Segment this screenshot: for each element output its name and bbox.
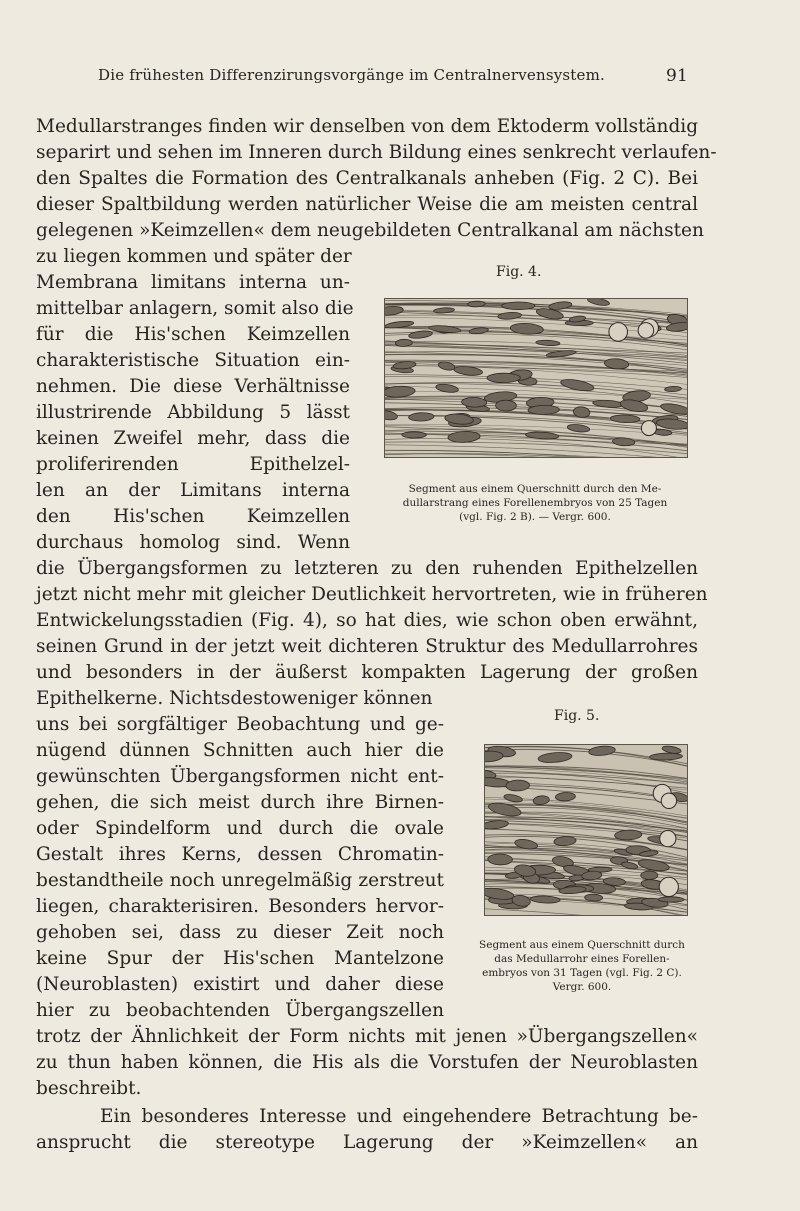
text-line: uns bei sorgfältiger Beobachtung und ge- [36, 714, 444, 735]
cell-nucleus [487, 373, 520, 383]
cell-nucleus [548, 301, 572, 311]
figure-4-image [384, 298, 688, 458]
cell-nucleus [510, 322, 544, 335]
cell-nucleus [402, 432, 427, 439]
dividing-cell [638, 323, 654, 339]
cell-nucleus [658, 897, 684, 903]
caption-line: Vergr. 600. [552, 981, 612, 993]
text-line: Medullarstranges finden wir denselben von dem Ektoderm vollständig [36, 116, 699, 137]
text-line: Entwickelungsstadien (Fig. 4), so hat dies, wie schon oben erwähnt, [36, 610, 698, 631]
cell-nucleus [530, 895, 560, 903]
figure-5-caption [462, 938, 702, 994]
running-title: Die frühesten Differenzirungsvorgänge im Centralnervensystem. [98, 66, 605, 84]
cell-nucleus [592, 399, 623, 408]
text-line: illustrirende Abbildung 5 lässt [36, 402, 350, 423]
dividing-cell [641, 421, 656, 436]
text-line: zu thun haben können, die His als die Vorstufen der Neuroblasten [36, 1052, 698, 1073]
text-line: jetzt nicht mehr mit gleicher Deutlichkeit hervortreten, wie in früheren [36, 584, 708, 605]
cell-nucleus [467, 301, 485, 307]
figure-4-caption [372, 482, 698, 524]
text-line: beschreibt. [36, 1078, 142, 1099]
cell-nucleus [408, 330, 432, 340]
figure-4-illustration [385, 299, 687, 457]
text-line: charakteristische Situation ein- [36, 350, 350, 371]
cell-nucleus [502, 302, 535, 310]
cell-nucleus [485, 819, 509, 830]
figure-4-label: Fig. 4. [496, 264, 542, 280]
text-line: ansprucht die stereotype Lagerung der »Keimzellen« an [36, 1132, 698, 1153]
cell-nucleus [448, 431, 481, 443]
text-line: len an der Limitans interna [36, 480, 350, 501]
cell-nucleus [435, 383, 459, 394]
text-line: die Übergangsformen zu letzteren zu den ruhenden Epithelzellen [36, 558, 698, 579]
text-line: oder Spindelform und durch die ovale [36, 818, 444, 839]
cell-nucleus [497, 312, 521, 320]
text-line: nügend dünnen Schnitten auch hier die [36, 740, 444, 761]
caption-line: dullarstrang eines Forellenembryos von 25 Tagen [402, 497, 668, 509]
cell-nucleus [536, 340, 560, 347]
caption-line: embryos von 31 Tagen (vgl. Fig. 2 C). [482, 967, 682, 979]
text-line: Gestalt ihres Kerns, dessen Chromatin- [36, 844, 444, 865]
cell-nucleus [641, 871, 658, 879]
text-line: und besonders in der äußerst kompakten Lagerung der großen [36, 662, 698, 683]
cell-nucleus [528, 405, 560, 415]
cell-nucleus [555, 792, 575, 801]
cell-nucleus [664, 386, 681, 392]
text-line: mittelbar anlagern, somit also die [36, 298, 354, 319]
caption-line: das Medullarrohr eines Forellen- [494, 953, 670, 965]
text-line: seinen Grund in der jetzt weit dichteren Struktur des Medullarrohres [36, 636, 698, 657]
text-line: (Neuroblasten) existirt und daher diese [36, 974, 444, 995]
caption-line: Segment aus einem Querschnitt durch [479, 939, 685, 951]
text-line: Membrana limitans interna un- [36, 272, 350, 293]
text-line: für die His'schen Keimzellen [36, 324, 350, 345]
text-line: keine Spur der His'schen Mantelzone [36, 948, 444, 969]
text-line: keinen Zweifel mehr, dass die [36, 428, 350, 449]
cell-nucleus [503, 793, 523, 803]
text-line: den Spaltes die Formation des Centralkanals anheben (Fig. 2 C). Bei [36, 168, 698, 189]
page-number: 91 [665, 66, 688, 86]
cell-nucleus [585, 894, 603, 901]
cell-nucleus [610, 415, 640, 423]
text-line: dieser Spaltbildung werden natürlicher Weise die am meisten central [36, 194, 698, 215]
text-line: trotz der Ähnlichkeit der Form nichts mit jenen »Übergangszellen« [36, 1026, 698, 1047]
cell-nucleus [649, 753, 682, 761]
dividing-cell [661, 793, 676, 808]
dividing-cell [660, 831, 676, 847]
text-line: gehen, die sich meist durch ihre Birnen- [36, 792, 444, 813]
text-line: proliferirenden Epithelzel- [36, 454, 350, 475]
text-line: zu liegen kommen und später der [36, 246, 352, 267]
text-line: den His'schen Keimzellen [36, 506, 350, 527]
caption-line: (vgl. Fig. 2 B). — Vergr. 600. [459, 511, 611, 523]
cell-nucleus [614, 830, 642, 841]
text-line: gewünschten Übergangsformen nicht ent- [36, 766, 444, 787]
text-line: gelegenen »Keimzellen« dem neugebildeten Centralkanal am nächsten [36, 220, 704, 241]
text-line: Ein besonderes Interesse und eingehendere Betrachtung be- [100, 1106, 698, 1127]
cell-nucleus [588, 745, 615, 756]
text-line: Epithelkerne. Nichtsdestoweniger können [36, 688, 433, 709]
cell-nucleus [385, 305, 404, 316]
cell-nucleus [385, 409, 398, 421]
text-line: hier zu beobachtenden Übergangszellen [36, 1000, 444, 1021]
dividing-cell [609, 323, 628, 342]
text-line: gehoben sei, dass zu dieser Zeit noch [36, 922, 444, 943]
cell-nucleus [538, 751, 573, 764]
figure-5-label: Fig. 5. [554, 708, 600, 724]
cell-nucleus [560, 377, 595, 393]
text-line: separirt und sehen im Inneren durch Bildung eines senkrecht verlaufen- [36, 142, 717, 163]
text-line: nehmen. Die diese Verhältnisse [36, 376, 350, 397]
cell-nucleus [461, 397, 487, 408]
figure-5-image [484, 744, 688, 916]
figure-5-illustration [485, 745, 687, 915]
running-header [98, 66, 688, 84]
caption-line: Segment aus einem Querschnitt durch den Me- [408, 483, 662, 495]
text-line: bestandtheile noch unregelmäßig zerstreut [36, 870, 444, 891]
text-line: durchaus homolog sind. Wenn [36, 532, 350, 553]
text-line: liegen, charakterisiren. Besonders hervor- [36, 896, 444, 917]
cell-nucleus [395, 339, 412, 347]
dividing-cell [659, 877, 678, 896]
cell-nucleus [488, 854, 513, 865]
cell-nucleus [496, 400, 517, 411]
cell-nucleus [587, 299, 610, 307]
cell-nucleus [487, 801, 522, 819]
cell-nucleus [408, 412, 434, 421]
cell-nucleus [656, 418, 687, 431]
cell-nucleus [567, 423, 590, 433]
cell-nucleus [506, 780, 530, 792]
